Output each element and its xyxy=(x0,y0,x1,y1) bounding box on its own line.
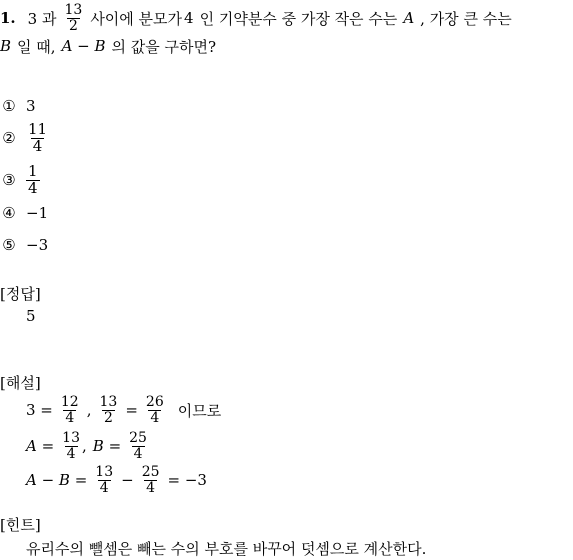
question-line-1 xyxy=(0,0,512,36)
exp2-fb-den: 4 xyxy=(133,445,143,462)
choice-value-2 xyxy=(26,119,49,155)
choice-value-4: −1 xyxy=(26,204,49,222)
choice-value-1: 3 xyxy=(26,97,36,115)
exp3-f2-num: 25 xyxy=(141,463,160,480)
var-a: A xyxy=(403,9,415,27)
question-text-5: 의 값을 구하면? xyxy=(111,37,217,56)
choice-marker-4: ④ xyxy=(2,204,16,222)
exp2-fb-num: 25 xyxy=(129,429,147,446)
answer-value: 5 xyxy=(26,307,36,325)
hint-text: 유리수의 뺄셈은 빼는 수의 부호를 바꾸어 덧셈으로 계산한다. xyxy=(26,540,427,558)
exp3-rhs: = −3 xyxy=(167,471,207,489)
fraction-denominator: 2 xyxy=(68,17,78,34)
choice-4[interactable] xyxy=(0,203,48,223)
exp2-frac-b xyxy=(127,431,149,461)
question-prefix: 3 과 xyxy=(27,9,57,28)
exp3-frac-2 xyxy=(140,465,162,495)
question-text-4: 일 때, xyxy=(17,37,56,56)
choice-marker-3: ③ xyxy=(2,171,16,189)
exp3-f2-den: 4 xyxy=(146,479,156,496)
question-text-3: , 가장 큰 수는 xyxy=(420,9,512,28)
exp2-fa-num: 13 xyxy=(62,429,80,446)
exp3-lhs: A − B = xyxy=(26,471,88,489)
choice-2[interactable] xyxy=(0,120,49,156)
exp1-frac-3 xyxy=(144,395,166,425)
question-fraction xyxy=(62,3,84,33)
explanation-line-1 xyxy=(26,392,221,428)
explanation-line-2 xyxy=(26,428,149,464)
answer-label: [정답] xyxy=(0,285,41,303)
exp1-frac-1 xyxy=(59,395,81,425)
exp1-f2-num: 13 xyxy=(99,393,118,410)
exp1-frac-2 xyxy=(98,395,120,425)
choice-2-denominator: 4 xyxy=(32,136,43,155)
exp1-tail: 이므로 xyxy=(177,401,222,420)
exp1-lhs: 3 = xyxy=(26,401,53,419)
exp3-f1-num: 13 xyxy=(95,463,114,480)
exp3-minus: − xyxy=(121,471,134,489)
question-number: 1. xyxy=(0,9,16,27)
exp2-fa-den: 4 xyxy=(66,445,76,462)
exp1-f3-den: 4 xyxy=(150,409,160,426)
choice-5[interactable] xyxy=(0,235,48,255)
var-b: B xyxy=(0,37,12,55)
question-line-2 xyxy=(0,36,216,56)
exp1-f1-num: 12 xyxy=(60,393,79,410)
choice-3[interactable] xyxy=(0,162,40,198)
question-four: 4 xyxy=(184,9,194,27)
fraction-numerator: 13 xyxy=(64,1,83,18)
exp1-f2-den: 2 xyxy=(103,409,113,426)
exp2-sep: , xyxy=(82,437,87,455)
exp1-f3-num: 26 xyxy=(145,393,164,410)
exp2-frac-a xyxy=(60,431,82,461)
question-text-1: 사이에 분모가 xyxy=(90,9,183,28)
choice-marker-2: ② xyxy=(2,129,16,147)
exp2-b: B = xyxy=(92,437,122,455)
choice-1[interactable] xyxy=(0,96,36,116)
choice-marker-1: ① xyxy=(2,97,16,115)
explanation-label: [해설] xyxy=(0,374,41,392)
exp1-comma: , xyxy=(86,401,92,419)
choice-2-numerator: 11 xyxy=(28,119,48,138)
choice-value-3 xyxy=(26,161,40,197)
choice-3-denominator: 4 xyxy=(28,178,38,197)
choice-3-numerator: 1 xyxy=(28,161,38,180)
exp3-frac-1 xyxy=(93,465,115,495)
exp3-f1-den: 4 xyxy=(99,479,109,496)
question-expression: A − B xyxy=(61,37,106,55)
hint-label: [힌트] xyxy=(0,516,41,534)
choice-marker-5: ⑤ xyxy=(2,236,16,254)
explanation-line-3 xyxy=(26,462,207,498)
exp1-f1-den: 4 xyxy=(65,409,75,426)
exp1-equals: = xyxy=(125,401,138,419)
question-text-2: 인 기약분수 중 가장 작은 수는 xyxy=(199,9,398,28)
choice-value-5: −3 xyxy=(26,236,49,254)
exp2-a: A = xyxy=(26,437,55,455)
